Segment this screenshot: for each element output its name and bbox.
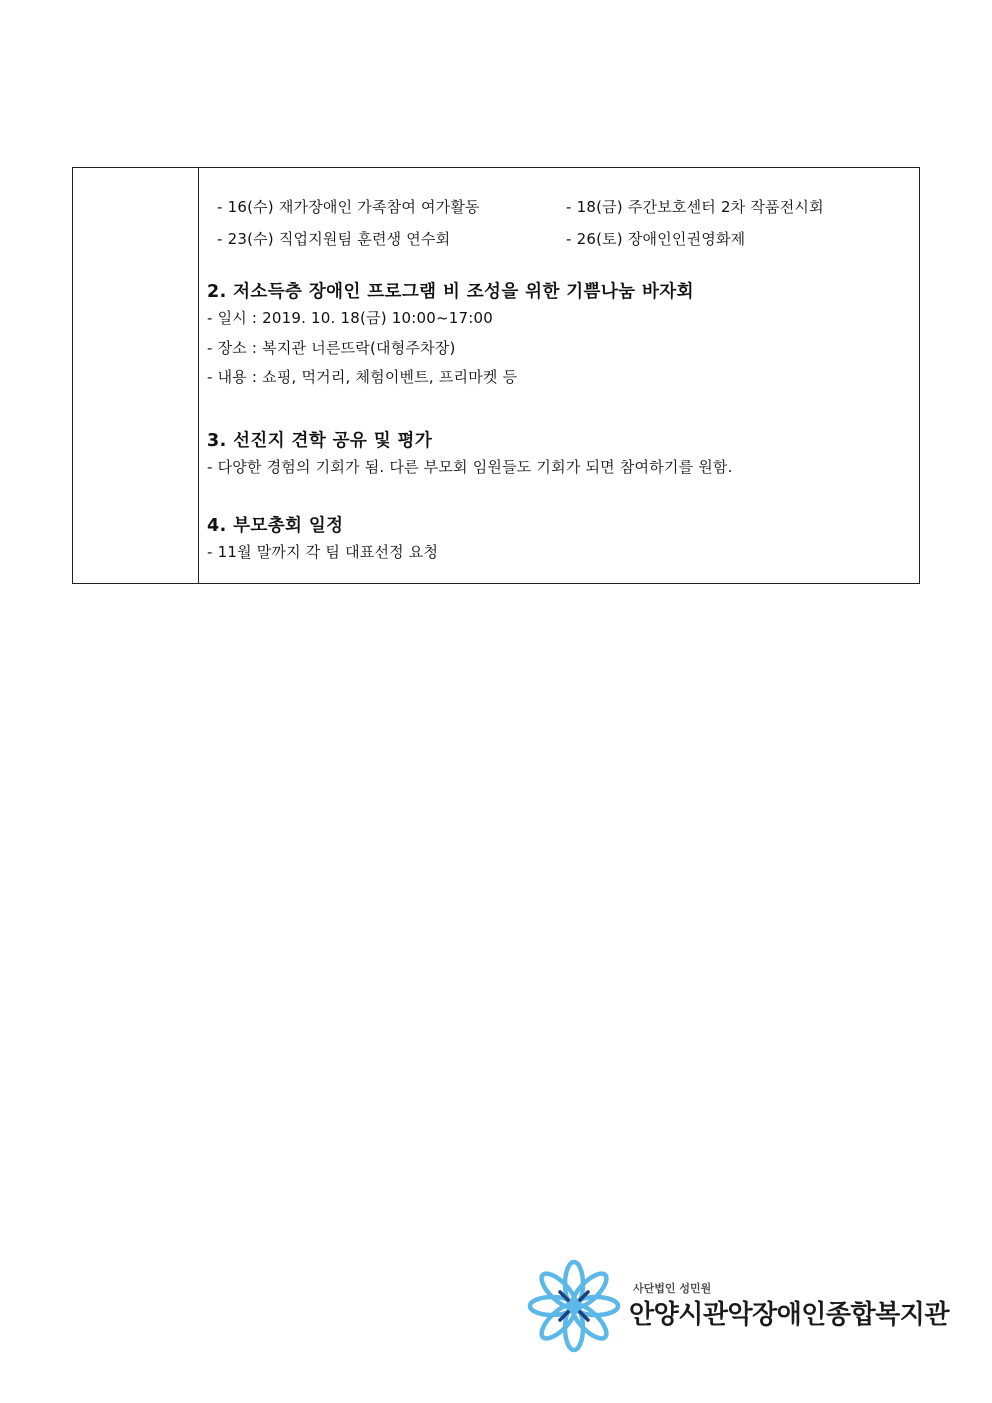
organization-logo (526, 1258, 950, 1358)
event-row (217, 196, 909, 218)
event-item: - 16(수) 재가장애인 가족참여 여가활동 (217, 198, 480, 216)
section-general-meeting (207, 514, 909, 568)
section-line: - 다양한 경험의 기회가 됨. 다른 부모회 임원들도 기회가 되면 참여하기를 원함. (207, 458, 733, 476)
content-table (72, 167, 920, 584)
event-row (217, 228, 909, 250)
logo-name: 안양시관악장애인종합복지관 (629, 1300, 950, 1330)
event-item: - 18(금) 주간보호센터 2차 작품전시회 (566, 198, 824, 216)
event-item: - 26(토) 장애인인권영화제 (566, 230, 746, 248)
section-line: - 장소 : 복지관 너른뜨락(대형주차장) (207, 338, 456, 357)
table-label-cell (73, 168, 199, 583)
section-line: - 11월 말까지 각 팀 대표선정 요청 (207, 543, 439, 561)
section-bazaar (207, 280, 909, 393)
section-title: 3. 선진지 견학 공유 및 평가 (207, 431, 433, 451)
section-field-trip (207, 429, 909, 483)
section-line: - 일시 : 2019. 10. 18(금) 10:00~17:00 (207, 309, 493, 327)
section-line: - 내용 : 쇼핑, 먹거리, 체험이벤트, 프리마켓 등 (207, 368, 518, 386)
event-item: - 23(수) 직업지원팀 훈련생 연수회 (217, 230, 451, 248)
table-content-cell (199, 168, 919, 583)
flower-logo-icon (526, 1258, 626, 1358)
section-title: 4. 부모총회 일정 (207, 516, 344, 536)
section-title: 2. 저소득층 장애인 프로그램 비 조성을 위한 기쁨나눔 바자회 (207, 282, 694, 302)
logo-subtitle: 사단법인 성민원 (633, 1282, 712, 1295)
